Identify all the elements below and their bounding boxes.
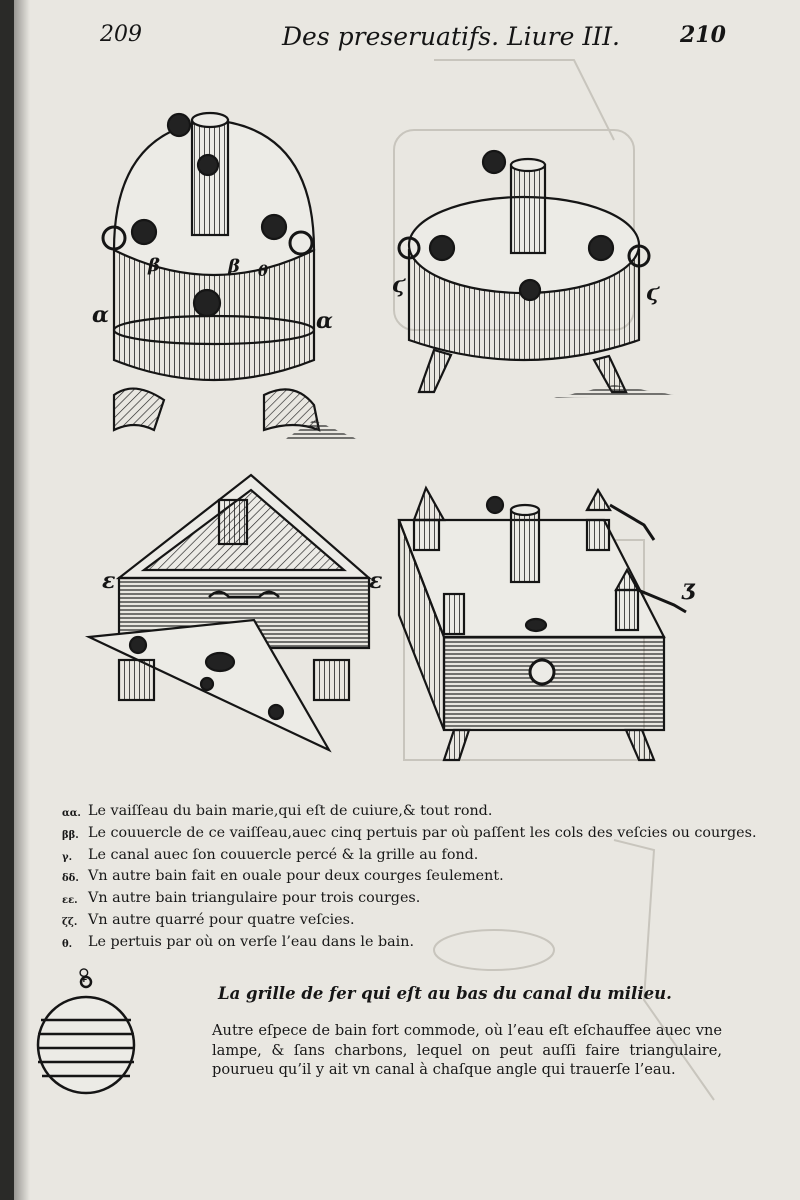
legend-key: αα. — [62, 808, 81, 819]
figure-legend — [62, 802, 762, 955]
legend-text: Vn autre bain triangulaire pour trois courges. — [88, 890, 421, 907]
legend-text: Vn autre quarré pour quatre veſcies. — [88, 911, 355, 928]
legend-key: θ. — [62, 938, 73, 950]
legend-text: Le canal auec ſon couuercle percé & la grille au fond. — [88, 846, 479, 863]
label-epsilon-left: ε — [102, 568, 116, 594]
square-bath-figure — [399, 488, 686, 760]
legend-key: δδ. — [62, 873, 79, 885]
label-zeta: ʒ — [682, 575, 695, 601]
label-beta-left: β — [148, 255, 160, 276]
legend-key: εε. — [62, 895, 78, 907]
label-epsilon-right: ε — [369, 568, 383, 594]
page-number-left: 209 — [100, 22, 142, 47]
round-bath-legs-figure — [399, 151, 674, 398]
legend-key: ββ. — [62, 829, 79, 841]
label-theta: θ — [258, 262, 269, 280]
legend-item — [62, 933, 762, 955]
legend-key: γ. — [62, 851, 73, 863]
legend-item — [62, 911, 762, 933]
legend-item — [62, 867, 762, 889]
running-title: Des preseruatifs. Liure III. — [282, 22, 620, 51]
page-number-right: 210 — [680, 22, 726, 48]
legend-item — [62, 846, 762, 868]
body-paragraph: Autre eſpece de bain fort commode, où l’eau eſt eſchauffee auec vne lampe, & ſans charbons, lequel on peut auſſi faire triangulaire, pourueu qu’il y ait vn canal à chaſque angle qui trauerſe l’eau. — [212, 1022, 722, 1079]
legend-text: Vn autre bain fait en ouale pour deux courges ſeulement. — [88, 868, 504, 885]
legend-text: Le vaiſſeau du bain marie,qui eſt de cuiure,& tout rond. — [88, 803, 493, 819]
legend-text: Le couuercle de ce vaiſſeau,auec cinq pertuis par où paſſent les cols des veſcies ou courges. — [88, 824, 757, 841]
legend-item — [62, 889, 762, 911]
label-beta-right: β — [228, 256, 240, 277]
legend-item — [62, 824, 762, 846]
legend-key: ζζ. — [62, 916, 78, 928]
label-alpha-left: α — [92, 302, 109, 328]
label-gamma-left: ϛ — [392, 272, 406, 298]
triangular-bath-figure — [89, 475, 369, 750]
legend-text: Le pertuis par où on verſe l’eau dans le bain. — [88, 933, 414, 950]
book-page — [14, 0, 800, 1200]
label-gamma-right: ϛ — [646, 280, 660, 306]
legend-item — [62, 802, 762, 824]
grill-caption: La grille de fer qui eſt au bas du canal du milieu. — [218, 984, 672, 1003]
label-alpha-right: α — [316, 308, 333, 334]
label-grill-top: ♀ — [78, 965, 90, 984]
iron-grill-figure — [38, 977, 134, 1093]
